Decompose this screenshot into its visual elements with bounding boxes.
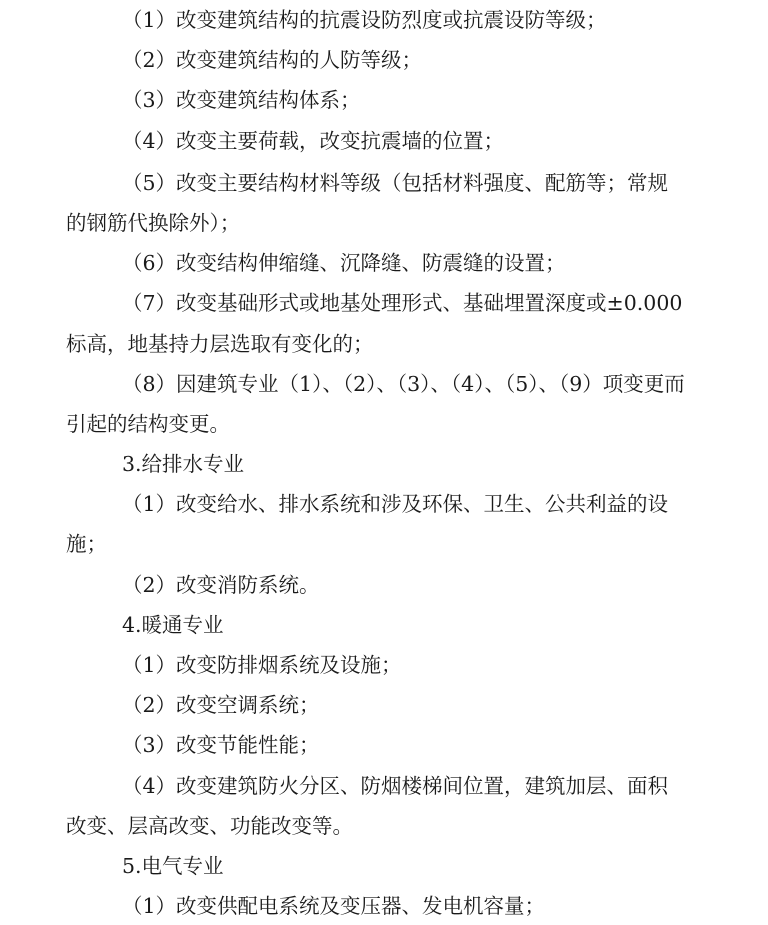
hvac-item-1: （1）改变防排烟系统及设施； <box>122 653 402 677</box>
hvac-item-2: （2）改变空调系统； <box>122 693 320 717</box>
structure-item-2: （2）改变建筑结构的人防等级； <box>122 48 423 72</box>
electrical-item-1: （1）改变供配电系统及变压器、发电机容量； <box>122 894 546 918</box>
plumbing-item-1-cont: 施； <box>66 532 107 556</box>
hvac-item-4-cont: 改变、层高改变、功能改变等。 <box>66 814 353 838</box>
structure-item-4: （4）改变主要荷载，改变抗震墙的位置； <box>122 129 505 153</box>
hvac-item-3: （3）改变节能性能； <box>122 733 320 757</box>
plumbing-item-2: （2）改变消防系统。 <box>122 573 320 597</box>
section-heading-electrical: 5.电气专业 <box>122 854 224 878</box>
hvac-item-4: （4）改变建筑防火分区、防烟楼梯间位置，建筑加层、面积 <box>122 774 669 798</box>
structure-item-7-cont: 标高，地基持力层选取有变化的； <box>66 332 374 356</box>
structure-item-5: （5）改变主要结构材料等级（包括材料强度、配筋等；常规 <box>122 171 669 195</box>
structure-item-1: （1）改变建筑结构的抗震设防烈度或抗震设防等级； <box>122 8 607 32</box>
structure-item-7: （7）改变基础形式或地基处理形式、基础埋置深度或±0.000 <box>122 291 683 315</box>
structure-item-8: （8）因建筑专业（1）、（2）、（3）、（4）、（5）、（9）项变更而 <box>122 372 685 396</box>
plumbing-item-1: （1）改变给水、排水系统和涉及环保、卫生、公共利益的设 <box>122 492 669 516</box>
section-heading-plumbing: 3.给排水专业 <box>122 452 245 476</box>
structure-item-5-cont: 的钢筋代换除外）； <box>66 211 241 235</box>
structure-item-3: （3）改变建筑结构体系； <box>122 88 361 112</box>
structure-item-8-cont: 引起的结构变更。 <box>66 412 230 436</box>
section-heading-hvac: 4.暖通专业 <box>122 613 224 637</box>
structure-item-6: （6）改变结构伸缩缝、沉降缝、防震缝的设置； <box>122 251 566 275</box>
